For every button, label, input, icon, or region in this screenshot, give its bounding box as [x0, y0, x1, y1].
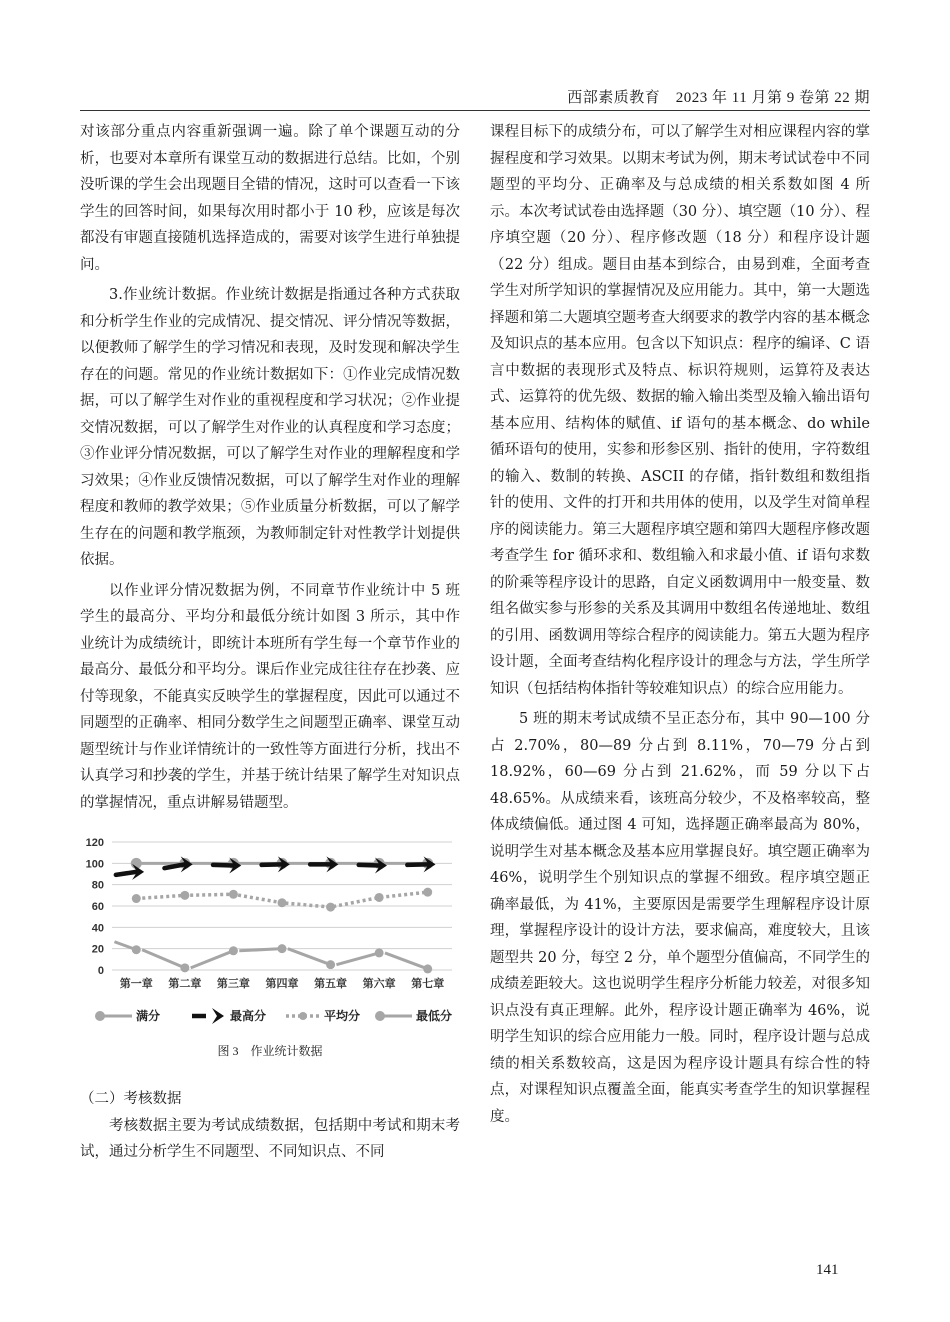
y-tick-label: 100: [85, 858, 104, 871]
series-segment-min: [336, 953, 379, 965]
y-tick-label: 120: [85, 837, 104, 849]
series-segment-max: [116, 872, 136, 875]
data-point-avg: [132, 894, 141, 903]
data-point-min: [375, 948, 384, 957]
journal-info: 西部素质教育 2023 年 11 月第 9 卷第 22 期: [567, 90, 870, 106]
x-tick-label: 第二章: [168, 978, 202, 990]
series-segment-min: [239, 949, 282, 951]
page-number: 141: [816, 1262, 839, 1278]
paragraph: 考核数据主要为考试成绩数据，包括期中考试和期末考试，通过分析学生不同题型、不同知识点、不同: [80, 1117, 460, 1160]
data-point-avg: [180, 891, 189, 900]
data-point-min: [132, 945, 141, 954]
legend-label: 最高分: [230, 1009, 267, 1023]
series-segment-min: [288, 949, 331, 965]
legend-marker: [95, 1011, 105, 1021]
section-subhead: （二）考核数据: [80, 1091, 182, 1107]
x-tick-label: 第六章: [362, 978, 396, 990]
legend-label: 平均分: [324, 1009, 361, 1023]
series-segment-min: [191, 951, 234, 968]
y-tick-label: 80: [91, 879, 104, 892]
data-point-min: [180, 963, 189, 972]
x-tick-label: 第四章: [265, 978, 299, 990]
x-tick-label: 第五章: [314, 978, 348, 990]
y-tick-label: 60: [91, 901, 104, 913]
legend-marker: [375, 1011, 385, 1021]
running-header: [80, 86, 870, 111]
data-point-avg: [375, 893, 384, 902]
data-point-min: [229, 946, 238, 955]
series-segment-min: [385, 953, 428, 969]
legend-marker-max: [212, 1008, 224, 1024]
y-tick-label: 40: [91, 922, 104, 935]
series-segment-min: [142, 950, 185, 968]
series-segment-max: [213, 865, 233, 866]
series-segment-max: [359, 865, 379, 866]
series-segment-max: [262, 864, 282, 865]
figure-3: [80, 834, 460, 1062]
data-point-min: [423, 964, 432, 973]
data-point-avg: [423, 888, 432, 897]
data-point-avg: [229, 890, 238, 899]
legend-label: 最低分: [416, 1009, 453, 1023]
paragraph: 课程目标下的成绩分布，可以了解学生对相应课程内容的掌握程度和学习效果。以期末考试为例，期末考试试卷中不同题型的平均分、正确率及与总成绩的相关系数如图 4 所示。本次考试试卷由选择题（30 分）、填空题（10 分）、程序填空题（20 分）、程序修改题（18 分）和程序设计题（22 分）组成。题目由基本到综合，由易到难，全面考查学生对所学知识的掌握情况及应用能力。其中，第一大题选择题和第二大题填空题考查大纲要求的教学内容的基本概念及知识点的基本应用。包含以下知识点：程序的编译、C 语言中数据的表现形式及特点、标识符规则，运算符及表达式、运算符的优先级、数据的输入输出类型及输入输出语句基本应用、结构体的赋值、if 语句的基本概念、do while 循环语句的使用，实参和形参区别、指针的使用，字符数组的输入、数制的转换、ASCII 的存储，指针数组和数组指针的使用、文件的打开和共用体的使用，以及学生对简单程序的阅读能力。第三大题程序填空题和第四大题程序修改题考查学生 for 循环求和、数组输入和求最小值、if 语句求数的阶乘等程序设计的思路，自定义函数调用中一般变量、数组名做实参与形参的关系及其调用中数组名传递地址、数组的引用、函数调用等综合程序的阅读能力。第五大题为程序设计题，全面考查结构化程序设计的理念与方法，学生所学知识（包括结构体指针等较难知识点）的综合应用能力。: [490, 124, 870, 697]
data-point-min: [326, 960, 335, 969]
x-tick-label: 第三章: [216, 978, 250, 990]
right-column: [490, 119, 870, 1130]
series-segment-max: [407, 864, 427, 865]
y-tick-label: 20: [91, 943, 104, 956]
paragraph: 以作业评分情况数据为例，不同章节作业统计中 5 班学生的最高分、平均分和最低分统计如图 3 所示，其中作业统计为成绩统计，即统计本班所有学生每一个章节作业的最高分、最低分和平均分。课后作业完成往往存在抄袭、应付等现象，不能真实反映学生的掌握程度，因此可以通过不同题型的正确率、相同分数学生之间题型正确率、课堂互动题型统计与作业详情统计的一致性等方面进行分析，找出不认真学习和抄袭的学生，并基于统计结果了解学生对知识点的掌握情况，重点讲解易错题型。: [80, 582, 460, 811]
x-tick-label: 第七章: [411, 978, 445, 990]
left-column: [80, 119, 460, 1166]
paragraph: 对该部分重点内容重新强调一遍。除了单个课题互动的分析，也要对本章所有课堂互动的数据进行总结。比如，个别没听课的学生会出现题目全错的情况，这时可以查看一下该学生的回答时间，如果每次用时都小于 10 秒，应该是每次都没有审题直接随机选择造成的，需要对该学生进行单独提问。: [80, 124, 460, 273]
data-point-avg: [326, 903, 335, 912]
y-tick-label: 0: [97, 965, 104, 977]
figure-caption: 图 3 作业统计数据: [217, 1044, 323, 1058]
x-tick-label: 第一章: [119, 978, 153, 990]
data-point-avg: [278, 898, 287, 907]
legend-marker-avg: [299, 1012, 307, 1020]
line-chart: [80, 834, 460, 1034]
data-point-min: [278, 944, 287, 953]
legend-label: 满分: [136, 1009, 161, 1023]
paragraph: 3.作业统计数据。作业统计数据是指通过各种方式获取和分析学生作业的完成情况、提交情况、评分情况等数据，以便教师了解学生的学习情况和表现，及时发现和解决学生存在的问题。常见的作业统计数据如下：①作业完成情况数据，可以了解学生对作业的重视程度和学习状况；②作业提交情况数据，可以了解学生对作业的认真程度和学习态度；③作业评分情况数据，可以了解学生对作业的理解程度和学习效果；④作业反馈情况数据，可以了解学生对作业的理解程度和教师的教学效果；⑤作业质量分析数据，可以了解学生存在的问题和教学瓶颈，为教师制定针对性教学计划提供依据。: [80, 287, 460, 568]
paragraph: 5 班的期末考试成绩不呈正态分布，其中 90—100 分占 2.70%，80—89 分占到 8.11%，70—79 分占到 18.92%，60—69 分占到 21.62%，而 59 分以下占 48.65%。从成绩来看，该班高分较少，不及格率较高，整体成绩偏低。通过图 4 可知，选择题正确率最高为 80%，说明学生对基本概念及基本应用掌握良好。填空题正确率为 46%，说明学生个别知识点的掌握不细致。程序填空题正确率最低，为 41%，主要原因是需要学生理解程序设计原理，掌握程序设计的设计方法，要求偏高，难度较大，且该题型共 20 分，每空 2 分，单个题型分值偏高，不同学生的成绩差距较大。这也说明学生程序分析能力较差，对很多知识点没有真正理解。此外，程序设计题正确率为 46%，说明学生知识的综合应用能力一般。同时，程序设计题与总成绩的相关系数较高，这是因为程序设计题具有综合性的特点，对课程知识点覆盖全面，能真实考查学生的知识掌握程度。: [490, 711, 870, 1125]
